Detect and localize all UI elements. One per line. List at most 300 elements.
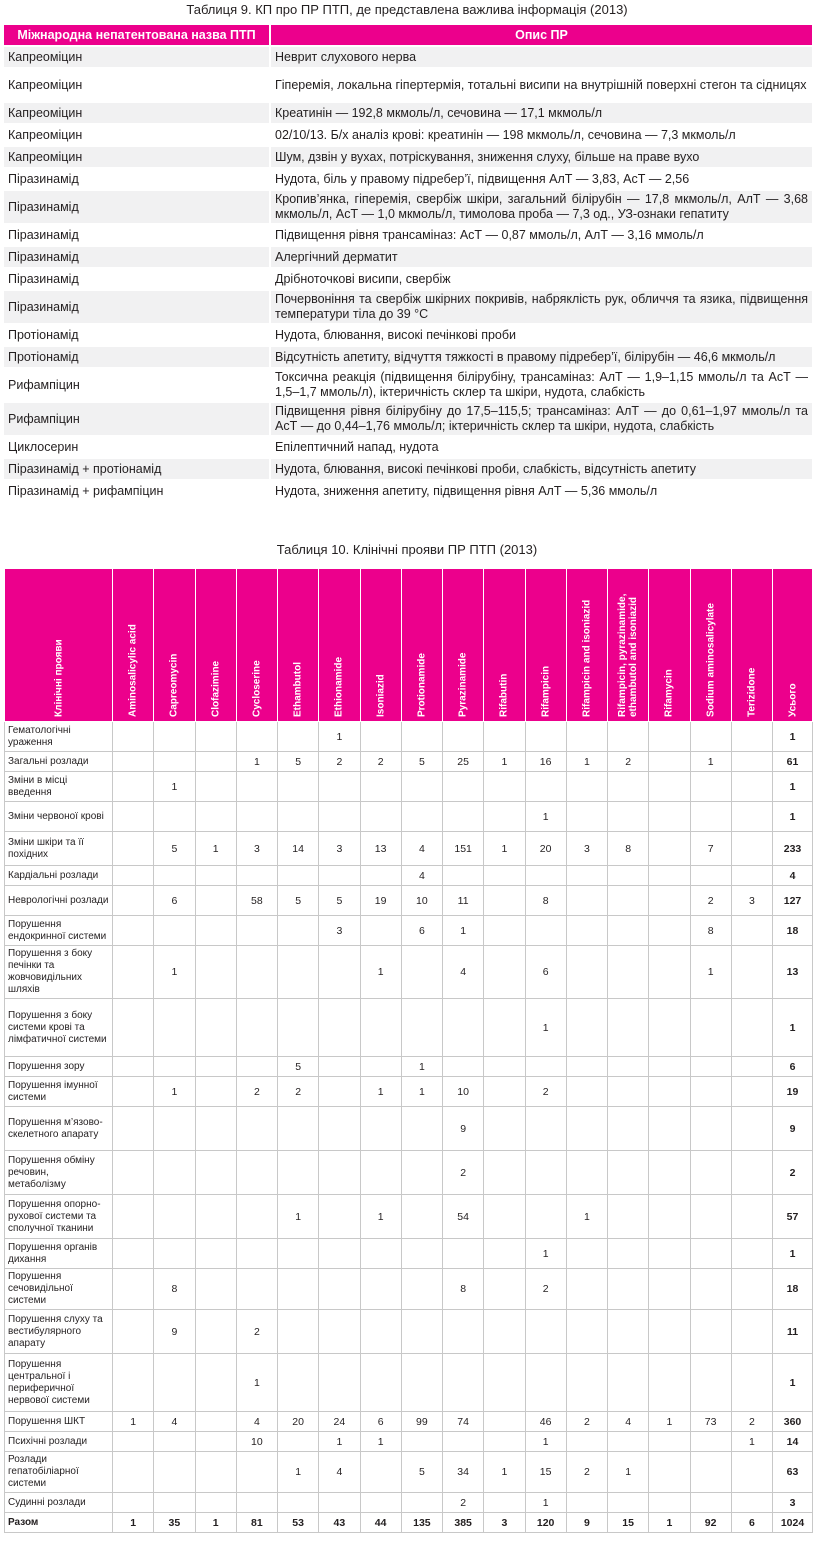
count-cell	[690, 1107, 731, 1151]
table10-header-column	[690, 569, 731, 722]
count-cell	[608, 1057, 649, 1077]
count-cell	[608, 866, 649, 886]
count-cell	[649, 1432, 690, 1452]
count-cell	[319, 1151, 360, 1195]
count-cell	[319, 866, 360, 886]
table-row	[4, 68, 812, 102]
count-cell	[443, 1354, 484, 1412]
count-cell: 1	[319, 1432, 360, 1452]
count-cell	[401, 1195, 442, 1239]
count-cell	[319, 1077, 360, 1107]
manifestation-label-cell: Порушення м’язово-скелетного апарату	[5, 1107, 113, 1151]
count-cell	[731, 1057, 772, 1077]
count-cell: 35	[154, 1513, 195, 1533]
count-cell	[484, 1432, 525, 1452]
count-cell: 6	[401, 916, 442, 946]
count-cell	[731, 1195, 772, 1239]
count-cell	[319, 1269, 360, 1310]
manifestation-label-cell: Гематологічні ураження	[5, 722, 113, 752]
count-cell: 25	[443, 752, 484, 772]
count-cell	[113, 866, 154, 886]
reaction-description-cell: Дрібноточкові висипи, свербіж	[270, 268, 812, 290]
count-cell	[566, 1432, 607, 1452]
count-cell: 5	[401, 752, 442, 772]
count-cell: 8	[608, 832, 649, 866]
count-cell	[608, 1077, 649, 1107]
count-cell	[278, 1354, 319, 1412]
count-cell	[608, 722, 649, 752]
table-row	[4, 190, 812, 224]
count-cell: 2	[319, 752, 360, 772]
count-cell	[525, 722, 566, 752]
count-cell	[401, 1151, 442, 1195]
table9-body	[4, 46, 812, 502]
count-cell	[195, 916, 236, 946]
count-cell: 10	[236, 1432, 277, 1452]
count-cell: 4	[401, 832, 442, 866]
manifestation-label-cell: Порушення опорно-рухової системи та сполучної тканини	[5, 1195, 113, 1239]
count-cell	[278, 1493, 319, 1513]
count-cell	[731, 752, 772, 772]
count-cell	[566, 1354, 607, 1412]
count-cell: 9	[443, 1107, 484, 1151]
total-cell: 1	[773, 772, 813, 802]
count-cell	[401, 802, 442, 832]
manifestation-label-cell: Судинні розлади	[5, 1493, 113, 1513]
count-cell: 151	[443, 832, 484, 866]
count-cell: 9	[566, 1513, 607, 1533]
count-cell	[484, 1057, 525, 1077]
count-cell: 15	[608, 1513, 649, 1533]
count-cell	[608, 886, 649, 916]
manifestation-label-cell: Розлади гепатобіліарної системи	[5, 1452, 113, 1493]
count-cell: 4	[443, 946, 484, 999]
count-cell	[195, 1493, 236, 1513]
count-cell	[278, 1239, 319, 1269]
manifestation-label-cell: Порушення центральної і периферичної нервової системи	[5, 1354, 113, 1412]
count-cell: 4	[319, 1452, 360, 1493]
table10-header-column	[195, 569, 236, 722]
count-cell	[319, 772, 360, 802]
count-cell: 3	[319, 916, 360, 946]
header-label: Усього	[787, 683, 798, 717]
count-cell: 3	[319, 832, 360, 866]
count-cell: 4	[401, 866, 442, 886]
count-cell: 19	[360, 886, 401, 916]
count-cell	[278, 946, 319, 999]
count-cell	[113, 916, 154, 946]
header-label: Clofazimine	[210, 660, 222, 717]
drug-name-cell: Капреоміцин	[4, 146, 270, 168]
count-cell	[484, 916, 525, 946]
count-cell	[484, 1310, 525, 1354]
count-cell	[566, 999, 607, 1057]
table-row	[4, 46, 812, 68]
table10-header-row	[5, 569, 813, 722]
count-cell	[484, 1269, 525, 1310]
count-cell	[154, 802, 195, 832]
total-cell: 3	[773, 1493, 813, 1513]
drug-name-cell: Капреоміцин	[4, 68, 270, 102]
manifestation-label-cell: Кардіальні розлади	[5, 866, 113, 886]
table10-header-column	[484, 569, 525, 722]
count-cell	[443, 999, 484, 1057]
count-cell	[731, 946, 772, 999]
count-cell	[566, 946, 607, 999]
table10-header-column	[608, 569, 649, 722]
count-cell	[731, 1107, 772, 1151]
count-cell	[566, 722, 607, 752]
count-cell: 5	[278, 1057, 319, 1077]
count-cell	[360, 1269, 401, 1310]
count-cell	[195, 946, 236, 999]
header-label: Cycloserine	[251, 660, 263, 717]
table10-header-column	[360, 569, 401, 722]
count-cell: 1	[236, 752, 277, 772]
total-cell: 4	[773, 866, 813, 886]
count-cell: 74	[443, 1412, 484, 1432]
count-cell	[154, 1057, 195, 1077]
count-cell	[401, 1354, 442, 1412]
count-cell: 2	[443, 1151, 484, 1195]
table-row	[5, 1432, 813, 1452]
count-cell	[484, 1107, 525, 1151]
count-cell	[195, 866, 236, 886]
total-cell: 233	[773, 832, 813, 866]
count-cell	[649, 772, 690, 802]
count-cell	[113, 1269, 154, 1310]
total-cell: 19	[773, 1077, 813, 1107]
count-cell	[195, 1057, 236, 1077]
count-cell	[113, 1493, 154, 1513]
count-cell	[113, 999, 154, 1057]
count-cell: 1	[731, 1432, 772, 1452]
count-cell: 2	[443, 1493, 484, 1513]
header-label: Terizidone	[746, 667, 758, 717]
table-row	[4, 268, 812, 290]
count-cell	[484, 772, 525, 802]
count-cell	[443, 802, 484, 832]
header-label: Sodium aminosalicylate	[705, 603, 717, 717]
reaction-description-cell: Нудота, блювання, високі печінкові проби	[270, 324, 812, 346]
count-cell: 1	[525, 1493, 566, 1513]
count-cell: 6	[360, 1412, 401, 1432]
count-cell	[525, 916, 566, 946]
count-cell	[690, 1151, 731, 1195]
count-cell	[731, 1151, 772, 1195]
count-cell	[566, 866, 607, 886]
table-row	[5, 1310, 813, 1354]
reaction-description-cell: Креатинін — 192,8 мкмоль/л, сечовина — 17,1 мкмоль/л	[270, 102, 812, 124]
count-cell	[278, 1151, 319, 1195]
count-cell	[195, 772, 236, 802]
count-cell	[319, 999, 360, 1057]
header-label: Pyrazinamide	[457, 652, 469, 717]
count-cell: 1	[566, 752, 607, 772]
count-cell	[154, 1354, 195, 1412]
count-cell	[649, 722, 690, 752]
count-cell	[731, 1077, 772, 1107]
total-cell: 14	[773, 1432, 813, 1452]
count-cell	[113, 1057, 154, 1077]
count-cell	[525, 1354, 566, 1412]
count-cell	[566, 1077, 607, 1107]
count-cell	[154, 1452, 195, 1493]
count-cell	[278, 1310, 319, 1354]
count-cell: 1	[608, 1452, 649, 1493]
table-row	[4, 324, 812, 346]
count-cell	[690, 802, 731, 832]
table-row	[5, 1412, 813, 1432]
table-row	[5, 722, 813, 752]
count-cell	[443, 722, 484, 752]
table-row	[5, 866, 813, 886]
count-cell	[278, 1269, 319, 1310]
table9-header-desc: Опис ПР	[270, 25, 812, 46]
count-cell	[608, 1310, 649, 1354]
header-label: Capreomycin	[168, 653, 180, 717]
count-cell	[360, 1310, 401, 1354]
count-cell: 1	[484, 1452, 525, 1493]
count-cell: 1	[278, 1195, 319, 1239]
table-row	[5, 1239, 813, 1269]
count-cell	[154, 866, 195, 886]
reaction-description-cell: Алергічний дерматит	[270, 246, 812, 268]
count-cell: 2	[525, 1077, 566, 1107]
table10-header-column	[319, 569, 360, 722]
manifestation-label-cell: Порушення зору	[5, 1057, 113, 1077]
count-cell	[649, 1151, 690, 1195]
count-cell: 120	[525, 1513, 566, 1533]
total-cell: 6	[773, 1057, 813, 1077]
count-cell	[649, 1057, 690, 1077]
total-cell: 13	[773, 946, 813, 999]
count-cell	[608, 946, 649, 999]
count-cell: 8	[690, 916, 731, 946]
count-cell	[236, 999, 277, 1057]
count-cell	[319, 1107, 360, 1151]
count-cell: 15	[525, 1452, 566, 1493]
count-cell: 46	[525, 1412, 566, 1432]
count-cell	[113, 722, 154, 752]
count-cell	[566, 1269, 607, 1310]
count-cell: 14	[278, 832, 319, 866]
table-row	[5, 1107, 813, 1151]
count-cell	[195, 1195, 236, 1239]
reaction-description-cell: Неврит слухового нерва	[270, 46, 812, 68]
header-label: Клінічні прояви	[53, 639, 64, 717]
count-cell	[360, 772, 401, 802]
count-cell	[608, 802, 649, 832]
count-cell	[195, 1269, 236, 1310]
header-label: Rifampicin	[540, 665, 552, 717]
table-row	[5, 916, 813, 946]
count-cell	[608, 999, 649, 1057]
count-cell	[401, 999, 442, 1057]
count-cell	[154, 722, 195, 752]
count-cell: 385	[443, 1513, 484, 1533]
count-cell: 1	[113, 1412, 154, 1432]
count-cell	[113, 1077, 154, 1107]
count-cell: 1	[154, 772, 195, 802]
count-cell	[608, 1107, 649, 1151]
reaction-description-cell: Нудота, зниження апетиту, підвищення рівня АлТ — 5,36 ммоль/л	[270, 480, 812, 502]
manifestation-label-cell: Порушення органів дихання	[5, 1239, 113, 1269]
drug-name-cell: Протіонамід	[4, 324, 270, 346]
count-cell: 7	[690, 832, 731, 866]
header-label: Rifamycin	[663, 669, 675, 717]
count-cell	[113, 1239, 154, 1269]
count-cell	[360, 916, 401, 946]
count-cell: 1	[360, 1432, 401, 1452]
count-cell	[484, 886, 525, 916]
count-cell	[154, 999, 195, 1057]
count-cell	[154, 1107, 195, 1151]
table-row	[5, 1151, 813, 1195]
count-cell	[566, 886, 607, 916]
total-cell: 2	[773, 1151, 813, 1195]
drug-name-cell: Піразинамід	[4, 268, 270, 290]
count-cell	[649, 916, 690, 946]
manifestation-label-cell: Неврологічні розлади	[5, 886, 113, 916]
count-cell	[731, 1239, 772, 1269]
count-cell	[690, 772, 731, 802]
count-cell: 16	[525, 752, 566, 772]
count-cell	[278, 1107, 319, 1151]
count-cell	[731, 866, 772, 886]
total-cell: 61	[773, 752, 813, 772]
count-cell	[443, 772, 484, 802]
count-cell	[649, 886, 690, 916]
count-cell	[360, 1239, 401, 1269]
count-cell	[319, 946, 360, 999]
count-cell: 1	[484, 752, 525, 772]
count-cell	[360, 1354, 401, 1412]
table-row	[4, 346, 812, 368]
table-row	[4, 290, 812, 324]
manifestation-label-cell: Порушення обміну речовин, метаболізму	[5, 1151, 113, 1195]
count-cell	[608, 1354, 649, 1412]
drug-name-cell: Циклосерин	[4, 436, 270, 458]
count-cell: 1	[690, 752, 731, 772]
count-cell	[484, 1151, 525, 1195]
count-cell: 5	[154, 832, 195, 866]
count-cell	[484, 946, 525, 999]
count-cell	[731, 832, 772, 866]
count-cell: 1	[195, 1513, 236, 1533]
total-cell: 1	[773, 802, 813, 832]
table-row	[5, 832, 813, 866]
count-cell: 2	[360, 752, 401, 772]
count-cell: 53	[278, 1513, 319, 1533]
count-cell: 1	[113, 1513, 154, 1533]
count-cell	[195, 752, 236, 772]
count-cell	[360, 1452, 401, 1493]
count-cell	[566, 772, 607, 802]
drug-name-cell: Рифампіцин	[4, 368, 270, 402]
header-label: Ethionamide	[333, 656, 345, 717]
count-cell	[401, 1432, 442, 1452]
count-cell	[195, 802, 236, 832]
table-row	[5, 1195, 813, 1239]
count-cell	[113, 832, 154, 866]
table-row	[4, 436, 812, 458]
drug-name-cell: Капреоміцин	[4, 46, 270, 68]
count-cell	[401, 1107, 442, 1151]
count-cell: 2	[236, 1310, 277, 1354]
count-cell: 44	[360, 1513, 401, 1533]
total-cell: 63	[773, 1452, 813, 1493]
count-cell	[525, 1107, 566, 1151]
table-row	[4, 224, 812, 246]
count-cell	[360, 866, 401, 886]
count-cell	[278, 999, 319, 1057]
count-cell	[236, 772, 277, 802]
count-cell: 5	[278, 752, 319, 772]
count-cell: 43	[319, 1513, 360, 1533]
count-cell: 1	[525, 802, 566, 832]
manifestation-label-cell: Порушення слуху та вестибулярного апарату	[5, 1310, 113, 1354]
table10-header-column	[113, 569, 154, 722]
total-cell: 1024	[773, 1513, 813, 1533]
count-cell	[690, 1195, 731, 1239]
count-cell	[443, 1432, 484, 1452]
count-cell	[690, 1354, 731, 1412]
count-cell: 8	[525, 886, 566, 916]
count-cell: 1	[278, 1452, 319, 1493]
count-cell: 2	[566, 1452, 607, 1493]
manifestation-label-cell: Зміни червоної крові	[5, 802, 113, 832]
manifestation-label-cell: Порушення ШКТ	[5, 1412, 113, 1432]
drug-name-cell: Протіонамід	[4, 346, 270, 368]
drug-name-cell: Піразинамід	[4, 224, 270, 246]
drug-name-cell: Рифампіцин	[4, 402, 270, 436]
count-cell	[113, 1432, 154, 1452]
count-cell	[484, 722, 525, 752]
count-cell	[443, 1057, 484, 1077]
count-cell: 2	[278, 1077, 319, 1107]
count-cell: 54	[443, 1195, 484, 1239]
count-cell	[649, 1493, 690, 1513]
count-cell	[401, 1310, 442, 1354]
count-cell: 4	[236, 1412, 277, 1432]
count-cell	[113, 1107, 154, 1151]
count-cell	[195, 722, 236, 752]
count-cell	[731, 1354, 772, 1412]
table10-header-column	[236, 569, 277, 722]
count-cell: 4	[154, 1412, 195, 1432]
total-cell: 360	[773, 1412, 813, 1432]
table-row	[4, 368, 812, 402]
header-label: Isoniazid	[375, 674, 387, 717]
count-cell	[113, 772, 154, 802]
count-cell	[195, 1077, 236, 1107]
count-cell	[649, 1310, 690, 1354]
count-cell	[525, 1195, 566, 1239]
count-cell	[401, 946, 442, 999]
count-cell	[154, 752, 195, 772]
count-cell	[360, 802, 401, 832]
count-cell	[690, 1269, 731, 1310]
count-cell	[236, 722, 277, 752]
count-cell	[195, 1412, 236, 1432]
count-cell	[236, 1452, 277, 1493]
table9-header-row	[4, 25, 812, 46]
reaction-description-cell: Шум, дзвін у вухах, потріскування, зниження слуху, більше на праве вухо	[270, 146, 812, 168]
count-cell	[195, 1239, 236, 1269]
count-cell	[113, 802, 154, 832]
count-cell: 1	[401, 1077, 442, 1107]
